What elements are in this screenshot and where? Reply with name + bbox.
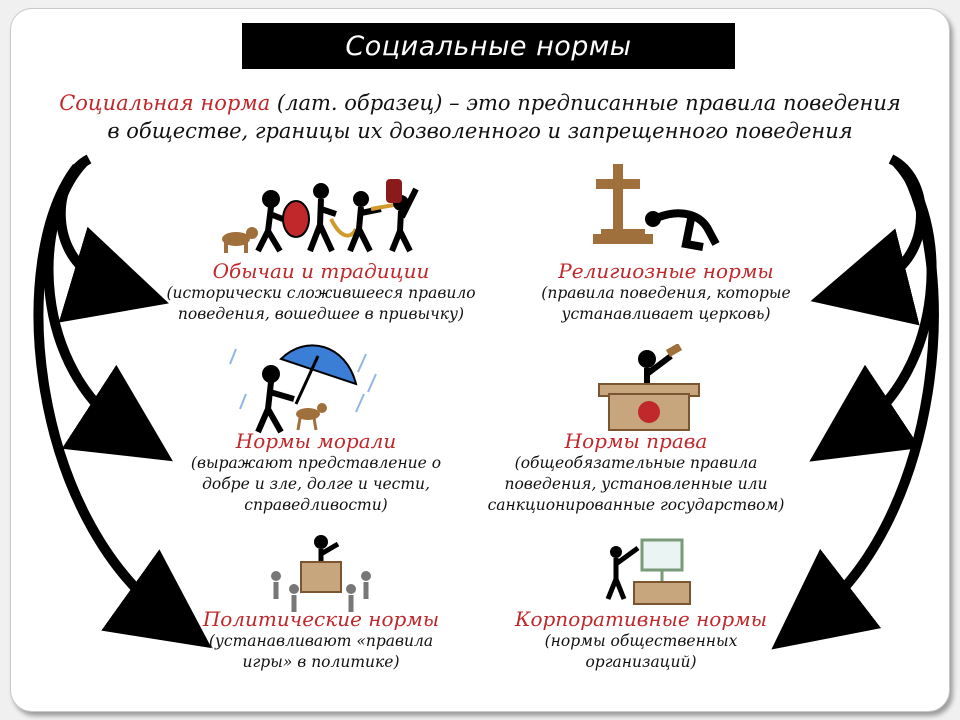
- law-card: [451, 429, 821, 516]
- corporate-desc-2: организаций): [585, 653, 697, 671]
- definition-text-1: (лат. образец) – это предписанные правила поведения: [270, 91, 901, 115]
- corporate-desc-1: (нормы общественных: [544, 632, 738, 650]
- moral-desc-3: справедливости): [244, 496, 388, 514]
- customs-title: Обычаи и традиции: [212, 259, 430, 283]
- law-desc-2: поведения, установленные или: [504, 475, 768, 493]
- moral-card: [131, 429, 501, 516]
- moral-desc-1: (выражают представление о: [190, 454, 442, 472]
- customs-desc-1: (исторически сложившееся правило: [166, 284, 476, 302]
- customs-desc-2: поведения, вошедшее в привычку): [177, 305, 465, 323]
- moral-title: Нормы морали: [235, 429, 397, 453]
- political-title: Политические нормы: [202, 607, 440, 631]
- religious-card: [471, 259, 861, 325]
- corporate-title: Корпоративные нормы: [514, 607, 767, 631]
- definition-term: Социальная норма: [59, 91, 271, 115]
- definition-line-2: в обществе, границы их дозволенного и запрещенного поведения: [107, 119, 853, 143]
- marching-band-icon: [196, 169, 426, 259]
- law-desc-3: санкционированные государством): [487, 496, 785, 514]
- page-title: Социальные нормы: [345, 30, 632, 62]
- podium-speaker-icon: [266, 534, 376, 614]
- religious-desc-1: (правила поведения, которые: [541, 284, 791, 302]
- presenter-board-icon: [594, 534, 704, 614]
- cross-kneeling-icon: [591, 159, 731, 259]
- corporate-card: [471, 607, 811, 673]
- moral-desc-2: добре и зле, долге и чести,: [202, 475, 430, 493]
- definition: [11, 89, 949, 145]
- slide: [10, 8, 950, 712]
- definition-line-1: [11, 89, 949, 117]
- political-card: [161, 607, 481, 673]
- political-desc-1: (устанавливают «правила: [208, 632, 434, 650]
- religious-desc-2: устанавливает церковь): [561, 305, 771, 323]
- religious-title: Религиозные нормы: [558, 259, 774, 283]
- umbrella-dog-icon: [226, 334, 386, 434]
- title-bar: [242, 23, 735, 69]
- law-title: Нормы права: [564, 429, 708, 453]
- judge-icon: [589, 344, 719, 434]
- law-desc-1: (общеобязательные правила: [514, 454, 758, 472]
- political-desc-2: игры» в политике): [242, 653, 400, 671]
- customs-card: [121, 259, 521, 325]
